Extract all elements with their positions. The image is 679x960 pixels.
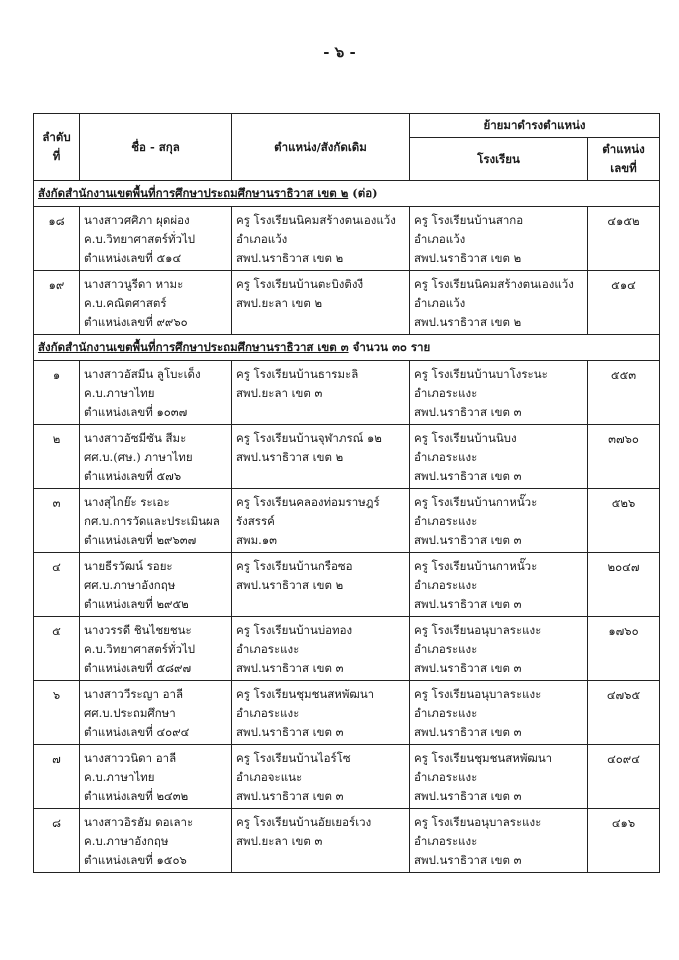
position-number: ๔๗๖๕: [588, 681, 660, 745]
origin-cell: [232, 271, 410, 335]
table-row: [34, 553, 660, 617]
row-number: ๓: [34, 489, 80, 553]
origin-cell: [232, 809, 410, 873]
from-line: สพป.นราธิวาส เขต ๒: [236, 578, 344, 592]
position-number: ๒๐๔๗: [588, 553, 660, 617]
table-row: [34, 207, 660, 271]
to-line: ครู โรงเรียนบ้านสากอ: [414, 213, 524, 227]
row-number: ๑: [34, 361, 80, 425]
table-row: [34, 745, 660, 809]
name-line: นางสาววนิดา อาลี: [84, 751, 177, 765]
header-position-no: ตำแหน่ง เลขที่: [588, 138, 660, 181]
name-line: ศศ.บ.ภาษาอังกฤษ: [84, 578, 176, 592]
person-cell: [80, 425, 232, 489]
table-row: [34, 361, 660, 425]
header-no: ลำดับ ที่: [34, 114, 80, 181]
name-line: นายธีรวัฒน์ รอยะ: [84, 559, 173, 573]
to-line: อำเภอระแงะ: [414, 706, 478, 720]
from-line: อำเภอระแงะ: [236, 642, 300, 656]
from-line: ครู โรงเรียนบ้านธารมะลิ: [236, 367, 359, 381]
from-line: ครู โรงเรียนบ้านจุฬาภรณ์ ๑๒: [236, 431, 382, 445]
from-line: ครู โรงเรียนบ้านบ่อทอง: [236, 623, 353, 637]
table-row: [34, 617, 660, 681]
to-line: ครู โรงเรียนบ้านบาโงระนะ: [414, 367, 548, 381]
name-line: ตำแหน่งเลขที่ ๒๙๕๒: [84, 597, 189, 611]
to-line: อำเภอระแงะ: [414, 450, 478, 464]
name-line: นางสาววีระญา อาลี: [84, 687, 184, 701]
name-line: นางสาวนูรีดา หามะ: [84, 277, 184, 291]
origin-cell: [232, 207, 410, 271]
position-number: ๔๑๕๒: [588, 207, 660, 271]
name-line: ค.บ.คณิตศาสตร์: [84, 296, 167, 310]
to-line: อำเภอระแงะ: [414, 386, 478, 400]
destination-cell: [410, 361, 588, 425]
table-body: [34, 181, 660, 873]
row-number: ๖: [34, 681, 80, 745]
to-line: สพป.นราธิวาส เขต ๓: [414, 661, 522, 675]
from-line: ครู โรงเรียนบ้านกรือซอ: [236, 559, 353, 573]
table-row: [34, 425, 660, 489]
from-line: ครู โรงเรียนคลองท่อมราษฎร์: [236, 495, 380, 509]
from-line: สพป.ยะลา เขต ๓: [236, 834, 323, 848]
name-line: ตำแหน่งเลขที่ ๙๙๖๐: [84, 315, 188, 329]
name-line: ศศ.บ.ประถมศึกษา: [84, 706, 176, 720]
name-line: ตำแหน่งเลขที่ ๕๗๖: [84, 469, 182, 483]
person-cell: [80, 271, 232, 335]
from-line: [236, 467, 405, 486]
name-line: นางสุไกย๊ะ ระเอะ: [84, 495, 170, 509]
from-line: สพป.นราธิวาส เขต ๒: [236, 450, 344, 464]
to-line: ครู โรงเรียนอนุบาลระแงะ: [414, 687, 542, 701]
person-cell: [80, 617, 232, 681]
table-row: [34, 809, 660, 873]
name-line: นางวรรดี ชินไชยชนะ: [84, 623, 192, 637]
person-cell: [80, 553, 232, 617]
name-line: ตำแหน่งเลขที่ ๕๑๔: [84, 251, 182, 265]
destination-cell: [410, 809, 588, 873]
position-number: ๕๑๔: [588, 271, 660, 335]
origin-cell: [232, 361, 410, 425]
position-number: ๓๗๖๐: [588, 425, 660, 489]
from-line: สพป.นราธิวาส เขต ๓: [236, 725, 344, 739]
person-cell: [80, 745, 232, 809]
to-line: สพป.นราธิวาส เขต ๓: [414, 853, 522, 867]
table-row: [34, 489, 660, 553]
from-line: สพป.นราธิวาส เขต ๓: [236, 789, 344, 803]
origin-cell: [232, 489, 410, 553]
row-number: ๒: [34, 425, 80, 489]
from-line: [236, 403, 405, 422]
row-number: ๕: [34, 617, 80, 681]
from-line: [236, 851, 405, 870]
to-line: สพป.นราธิวาส เขต ๓: [414, 789, 522, 803]
name-line: ค.บ.วิทยาศาสตร์ทั่วไป: [84, 232, 196, 246]
from-line: อำเภอแว้ง: [236, 232, 288, 246]
to-line: ครู โรงเรียนบ้านนิบง: [414, 431, 517, 445]
page-number: - ๖ -: [323, 43, 356, 61]
position-number: ๕๒๖: [588, 489, 660, 553]
from-line: อำเภอจะแนะ: [236, 770, 303, 784]
from-line: สพป.ยะลา เขต ๓: [236, 386, 323, 400]
destination-cell: [410, 745, 588, 809]
to-line: สพป.นราธิวาส เขต ๓: [414, 725, 522, 739]
destination-cell: [410, 207, 588, 271]
name-line: ตำแหน่งเลขที่ ๔๐๙๔: [84, 725, 190, 739]
to-line: สพป.นราธิวาส เขต ๓: [414, 405, 522, 419]
from-line: [236, 595, 405, 614]
section-title: สังกัดสำนักงานเขตพื้นที่การศึกษาประถมศึกษานราธิวาส เขต ๓ จำนวน ๓๐ ราย: [34, 335, 660, 361]
row-number: ๗: [34, 745, 80, 809]
name-line: ค.บ.ภาษาอังกฤษ: [84, 834, 169, 848]
from-line: รังสรรค์: [236, 514, 275, 528]
origin-cell: [232, 425, 410, 489]
transfer-table: [33, 113, 660, 873]
destination-cell: [410, 425, 588, 489]
header-row-top: [34, 114, 660, 138]
name-line: ค.บ.วิทยาศาสตร์ทั่วไป: [84, 642, 196, 656]
to-line: ครู โรงเรียนอนุบาลระแงะ: [414, 815, 542, 829]
row-number: ๑๙: [34, 271, 80, 335]
name-line: ค.บ.ภาษาไทย: [84, 770, 155, 784]
name-line: นางสาวอัสมีน ลูโบะเด็ง: [84, 367, 201, 381]
to-line: อำเภอระแงะ: [414, 642, 478, 656]
name-line: ตำแหน่งเลขที่ ๕๘๙๗: [84, 661, 192, 675]
to-line: อำเภอระแงะ: [414, 834, 478, 848]
from-line: ครู โรงเรียนนิคมสร้างตนเองแว้ง: [236, 213, 396, 227]
position-number: ๔๐๙๔: [588, 745, 660, 809]
to-line: ครู โรงเรียนนิคมสร้างตนเองแว้ง: [414, 277, 574, 291]
to-line: สพป.นราธิวาส เขต ๓: [414, 469, 522, 483]
table-row: [34, 271, 660, 335]
to-line: ครู โรงเรียนบ้านกาหนั๊วะ: [414, 559, 538, 573]
from-line: สพม.๑๓: [236, 533, 277, 547]
person-cell: [80, 809, 232, 873]
from-line: ครู โรงเรียนบ้านอัยเยอร์เวง: [236, 815, 372, 829]
to-line: สพป.นราธิวาส เขต ๒: [414, 315, 522, 329]
from-line: สพป.ยะลา เขต ๒: [236, 296, 323, 310]
to-line: สพป.นราธิวาส เขต ๓: [414, 597, 522, 611]
from-line: ครู โรงเรียนบ้านไอร์โซ: [236, 751, 351, 765]
to-line: สพป.นราธิวาส เขต ๓: [414, 533, 522, 547]
destination-cell: [410, 553, 588, 617]
position-number: ๑๗๖๐: [588, 617, 660, 681]
position-number: ๕๕๓: [588, 361, 660, 425]
to-line: อำเภอระแงะ: [414, 578, 478, 592]
table-row: [34, 681, 660, 745]
destination-cell: [410, 617, 588, 681]
name-line: ตำแหน่งเลขที่ ๒๙๖๓๗: [84, 533, 197, 547]
person-cell: [80, 489, 232, 553]
name-line: ค.บ.ภาษาไทย: [84, 386, 155, 400]
to-line: ครู โรงเรียนบ้านกาหนั๊วะ: [414, 495, 538, 509]
origin-cell: [232, 553, 410, 617]
to-line: อำเภอระแงะ: [414, 770, 478, 784]
name-line: นางสาวอัซมีซัน สีมะ: [84, 431, 187, 445]
row-number: ๔: [34, 553, 80, 617]
header-move-group: ย้ายมาดำรงตำแหน่ง: [410, 114, 660, 138]
origin-cell: [232, 617, 410, 681]
name-line: นางสาวศศิภา ผุดผ่อง: [84, 213, 190, 227]
origin-cell: [232, 745, 410, 809]
from-line: อำเภอระแงะ: [236, 706, 300, 720]
person-cell: [80, 361, 232, 425]
name-line: กศ.บ.การวัดและประเมินผล: [84, 514, 220, 528]
destination-cell: [410, 489, 588, 553]
to-line: ครู โรงเรียนชุมชนสหพัฒนา: [414, 751, 553, 765]
position-number: ๔๑๖: [588, 809, 660, 873]
origin-cell: [232, 681, 410, 745]
to-line: อำเภอแว้ง: [414, 296, 466, 310]
name-line: ตำแหน่งเลขที่ ๑๐๓๗: [84, 405, 188, 419]
row-number: ๘: [34, 809, 80, 873]
to-line: สพป.นราธิวาส เขต ๒: [414, 251, 522, 265]
header-from: ตำแหน่ง/สังกัดเดิม: [232, 114, 410, 181]
header-school: โรงเรียน: [410, 138, 588, 181]
section-row: [34, 181, 660, 207]
from-line: สพป.นราธิวาส เขต ๒: [236, 251, 344, 265]
destination-cell: [410, 271, 588, 335]
name-line: ตำแหน่งเลขที่ ๒๔๓๒: [84, 789, 189, 803]
from-line: ครู โรงเรียนชุมชนสหพัฒนา: [236, 687, 375, 701]
section-row: [34, 335, 660, 361]
to-line: อำเภอระแงะ: [414, 514, 478, 528]
from-line: ครู โรงเรียนบ้านตะบิงติงงี: [236, 277, 364, 291]
to-line: ครู โรงเรียนอนุบาลระแงะ: [414, 623, 542, 637]
person-cell: [80, 681, 232, 745]
name-line: ตำแหน่งเลขที่ ๑๕๐๖: [84, 853, 187, 867]
from-line: สพป.นราธิวาส เขต ๓: [236, 661, 344, 675]
destination-cell: [410, 681, 588, 745]
name-line: ศศ.บ.(ศษ.) ภาษาไทย: [84, 450, 193, 464]
header-name: ชื่อ - สกุล: [80, 114, 232, 181]
row-number: ๑๘: [34, 207, 80, 271]
section-title: สังกัดสำนักงานเขตพื้นที่การศึกษาประถมศึกษานราธิวาส เขต ๒ (ต่อ): [34, 181, 660, 207]
from-line: [236, 313, 405, 332]
name-line: นางสาวอิรฮัม ดอเลาะ: [84, 815, 194, 829]
to-line: อำเภอแว้ง: [414, 232, 466, 246]
person-cell: [80, 207, 232, 271]
